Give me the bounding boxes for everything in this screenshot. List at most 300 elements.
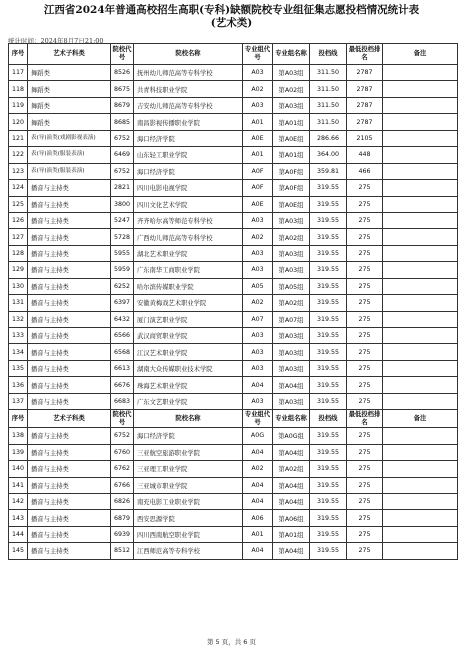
cell-school-name: 海口经济学院 xyxy=(134,130,243,146)
cell-subject: 播音与主持类 xyxy=(28,493,111,509)
cell-rank: 275 xyxy=(347,328,383,344)
cell-subject: 舞蹈类 xyxy=(28,81,111,97)
cell-subject: 播音与主持类 xyxy=(28,344,111,360)
cell-subject: 舞蹈类 xyxy=(28,97,111,113)
cell-remark xyxy=(383,114,458,130)
header-group-code: 专业组代号 xyxy=(243,44,273,65)
cell-group-name: 第A0G组 xyxy=(273,428,310,444)
cell-remark xyxy=(383,510,458,526)
cell-seq: 132 xyxy=(9,311,28,327)
cell-subject: 播音与主持类 xyxy=(28,180,111,196)
cell-seq: 117 xyxy=(9,65,28,81)
cell-group-name: 第A03组 xyxy=(273,393,310,409)
cell-remark xyxy=(383,461,458,477)
cell-group-code: A06 xyxy=(243,510,273,526)
cell-group-code: A07 xyxy=(243,311,273,327)
cell-group-code: A0F xyxy=(243,180,273,196)
cell-rank: 275 xyxy=(347,344,383,360)
cell-remark xyxy=(383,526,458,542)
cell-remark xyxy=(383,180,458,196)
cell-subject: 播音与主持类 xyxy=(28,543,111,559)
header-score: 投档线 xyxy=(310,44,347,65)
cell-school-code: 5955 xyxy=(111,245,134,261)
cell-score: 319.55 xyxy=(310,461,347,477)
cell-seq: 122 xyxy=(9,147,28,163)
table-row xyxy=(9,114,458,130)
cell-group-code: A0E xyxy=(243,196,273,212)
cell-group-code: A02 xyxy=(243,461,273,477)
header-group-name: 专业组名称 xyxy=(273,44,310,65)
cell-group-name: 第A02组 xyxy=(273,229,310,245)
table-row xyxy=(9,328,458,344)
cell-school-name: 吉安幼儿师范高等专科学校 xyxy=(134,97,243,113)
cell-school-code: 6566 xyxy=(111,328,134,344)
cell-group-code: A0G xyxy=(243,428,273,444)
cell-seq: 129 xyxy=(9,262,28,278)
cell-group-name: 第A01组 xyxy=(273,526,310,542)
cell-school-name: 湖北艺术职业学院 xyxy=(134,245,243,261)
cell-school-name: 抚州幼儿师范高等专科学校 xyxy=(134,65,243,81)
table-row xyxy=(9,97,458,113)
cell-group-name: 第A0F组 xyxy=(273,163,310,179)
cell-school-code: 6939 xyxy=(111,526,134,542)
cell-school-code: 6826 xyxy=(111,493,134,509)
cell-subject: 播音与主持类 xyxy=(28,377,111,393)
table-row xyxy=(9,477,458,493)
cell-school-name: 哈尔滨传媒职业学院 xyxy=(134,278,243,294)
cell-group-name: 第A03组 xyxy=(273,344,310,360)
cell-school-name: 山东轻工职业学院 xyxy=(134,147,243,163)
table-row xyxy=(9,444,458,460)
cell-remark xyxy=(383,377,458,393)
cell-score: 319.55 xyxy=(310,510,347,526)
cell-rank: 275 xyxy=(347,360,383,376)
cell-school-name: 三亚理工职业学院 xyxy=(134,461,243,477)
cell-group-code: A03 xyxy=(243,328,273,344)
cell-school-name: 厦门演艺职业学院 xyxy=(134,311,243,327)
cell-group-name: 第A06组 xyxy=(273,510,310,526)
cell-group-code: A04 xyxy=(243,543,273,559)
header-school-name: 院校名称 xyxy=(134,410,243,428)
cell-group-name: 第A0E组 xyxy=(273,130,310,146)
cell-subject: 表(导)演类(服装表演) xyxy=(28,147,111,163)
cell-school-code: 6676 xyxy=(111,377,134,393)
cell-score: 311.50 xyxy=(310,81,347,97)
cell-rank: 275 xyxy=(347,477,383,493)
cell-seq: 134 xyxy=(9,344,28,360)
cell-rank: 2105 xyxy=(347,130,383,146)
cell-group-code: A01 xyxy=(243,147,273,163)
cell-seq: 126 xyxy=(9,212,28,228)
cell-score: 319.55 xyxy=(310,311,347,327)
cell-rank: 466 xyxy=(347,163,383,179)
cell-group-name: 第A01组 xyxy=(273,114,310,130)
cell-rank: 275 xyxy=(347,543,383,559)
title-line2: (艺术类) xyxy=(210,17,253,29)
header-school-code: 院校代号 xyxy=(111,44,134,65)
cell-group-name: 第A02组 xyxy=(273,461,310,477)
cell-seq: 125 xyxy=(9,196,28,212)
cell-group-code: A0F xyxy=(243,163,273,179)
cell-subject: 播音与主持类 xyxy=(28,328,111,344)
table-row xyxy=(9,311,458,327)
cell-group-name: 第A04组 xyxy=(273,477,310,493)
cell-subject: 播音与主持类 xyxy=(28,229,111,245)
header-score: 投档线 xyxy=(310,410,347,428)
cell-group-code: A03 xyxy=(243,212,273,228)
cell-group-code: A03 xyxy=(243,245,273,261)
cell-score: 319.55 xyxy=(310,477,347,493)
cell-seq: 124 xyxy=(9,180,28,196)
table-row xyxy=(9,344,458,360)
cell-rank: 275 xyxy=(347,245,383,261)
cell-score: 319.55 xyxy=(310,444,347,460)
cell-school-code: 6613 xyxy=(111,360,134,376)
cell-remark xyxy=(383,328,458,344)
cell-school-code: 8685 xyxy=(111,114,134,130)
cell-school-code: 5959 xyxy=(111,262,134,278)
cell-school-code: 6752 xyxy=(111,428,134,444)
cell-remark xyxy=(383,163,458,179)
cell-remark xyxy=(383,295,458,311)
cell-score: 319.55 xyxy=(310,328,347,344)
cell-rank: 2787 xyxy=(347,81,383,97)
cell-school-name: 广东南华工商职业学院 xyxy=(134,262,243,278)
cell-rank: 2787 xyxy=(347,97,383,113)
cell-school-code: 6762 xyxy=(111,461,134,477)
cell-subject: 播音与主持类 xyxy=(28,262,111,278)
cell-school-code: 3800 xyxy=(111,196,134,212)
table-row xyxy=(9,163,458,179)
cell-school-name: 四川电影电视学院 xyxy=(134,180,243,196)
cell-seq: 130 xyxy=(9,278,28,294)
cell-score: 319.55 xyxy=(310,180,347,196)
cell-remark xyxy=(383,543,458,559)
header-row xyxy=(9,410,458,428)
cell-group-code: A05 xyxy=(243,278,273,294)
cell-seq: 137 xyxy=(9,393,28,409)
cell-rank: 275 xyxy=(347,526,383,542)
cell-score: 319.55 xyxy=(310,229,347,245)
cell-remark xyxy=(383,477,458,493)
table-row xyxy=(9,229,458,245)
header-group-code: 专业组代号 xyxy=(243,410,273,428)
stat-time: 统计时间：2024年8月7日21:00 xyxy=(8,37,104,45)
cell-rank: 275 xyxy=(347,428,383,444)
cell-school-code: 6760 xyxy=(111,444,134,460)
cell-school-code: 5728 xyxy=(111,229,134,245)
table-row xyxy=(9,245,458,261)
cell-rank: 448 xyxy=(347,147,383,163)
cell-rank: 2787 xyxy=(347,114,383,130)
cell-school-name: 珠海艺术职业学院 xyxy=(134,377,243,393)
cell-group-name: 第A02组 xyxy=(273,295,310,311)
cell-score: 359.81 xyxy=(310,163,347,179)
cell-score: 319.55 xyxy=(310,245,347,261)
cell-score: 319.55 xyxy=(310,212,347,228)
cell-remark xyxy=(383,97,458,113)
table-row xyxy=(9,461,458,477)
cell-school-code: 6683 xyxy=(111,393,134,409)
cell-group-name: 第A03组 xyxy=(273,212,310,228)
cell-subject: 播音与主持类 xyxy=(28,245,111,261)
cell-rank: 275 xyxy=(347,393,383,409)
cell-school-name: 武汉商贸职业学院 xyxy=(134,328,243,344)
cell-group-code: A04 xyxy=(243,444,273,460)
cell-group-code: A03 xyxy=(243,97,273,113)
cell-seq: 121 xyxy=(9,130,28,146)
cell-school-name: 齐齐哈尔高等师范专科学校 xyxy=(134,212,243,228)
cell-group-code: A04 xyxy=(243,493,273,509)
cell-remark xyxy=(383,262,458,278)
cell-score: 319.55 xyxy=(310,543,347,559)
cell-group-code: A01 xyxy=(243,114,273,130)
cell-school-name: 安徽黄梅戏艺术职业学院 xyxy=(134,295,243,311)
cell-remark xyxy=(383,360,458,376)
cell-school-name: 海口经济学院 xyxy=(134,428,243,444)
cell-remark xyxy=(383,196,458,212)
cell-group-code: A03 xyxy=(243,344,273,360)
cell-group-code: A03 xyxy=(243,393,273,409)
cell-score: 311.50 xyxy=(310,114,347,130)
cell-school-name: 四川西南航空职业学院 xyxy=(134,526,243,542)
cell-score: 319.55 xyxy=(310,526,347,542)
cell-seq: 131 xyxy=(9,295,28,311)
cell-group-code: A01 xyxy=(243,526,273,542)
header-seq: 序号 xyxy=(9,410,28,428)
page-title xyxy=(0,4,463,30)
cell-score: 319.55 xyxy=(310,393,347,409)
cell-seq: 141 xyxy=(9,477,28,493)
cell-school-code: 8526 xyxy=(111,65,134,81)
cell-score: 319.55 xyxy=(310,493,347,509)
table-row xyxy=(9,510,458,526)
table-row xyxy=(9,65,458,81)
table-row xyxy=(9,295,458,311)
cell-score: 319.55 xyxy=(310,360,347,376)
cell-school-code: 8675 xyxy=(111,81,134,97)
cell-score: 319.55 xyxy=(310,278,347,294)
cell-score: 286.66 xyxy=(310,130,347,146)
cell-school-name: 海口经济学院 xyxy=(134,163,243,179)
cell-score: 311.50 xyxy=(310,65,347,81)
header-seq: 序号 xyxy=(9,44,28,65)
cell-school-code: 8512 xyxy=(111,543,134,559)
cell-subject: 表(导)演类(服装表演) xyxy=(28,163,111,179)
cell-remark xyxy=(383,428,458,444)
cell-school-name: 南昌影视传播职业学院 xyxy=(134,114,243,130)
cell-school-code: 5247 xyxy=(111,212,134,228)
cell-score: 319.55 xyxy=(310,377,347,393)
cell-school-name: 共青科技职业学院 xyxy=(134,81,243,97)
header-subject: 艺术子科类 xyxy=(28,44,111,65)
cell-seq: 120 xyxy=(9,114,28,130)
cell-subject: 舞蹈类 xyxy=(28,114,111,130)
cell-seq: 119 xyxy=(9,97,28,113)
cell-group-code: A03 xyxy=(243,65,273,81)
page-footer: 第 5 页，共 6 页 xyxy=(206,638,257,646)
table-row xyxy=(9,493,458,509)
header-rank: 最低投档排名 xyxy=(347,44,383,65)
cell-rank: 275 xyxy=(347,278,383,294)
cell-seq: 145 xyxy=(9,543,28,559)
cell-rank: 275 xyxy=(347,377,383,393)
cell-school-name: 三亚航空旅游职业学院 xyxy=(134,444,243,460)
table-row xyxy=(9,212,458,228)
table-row xyxy=(9,543,458,559)
cell-group-name: 第A03组 xyxy=(273,65,310,81)
cell-remark xyxy=(383,212,458,228)
cell-school-code: 6568 xyxy=(111,344,134,360)
cell-school-name: 南充电影工业职业学院 xyxy=(134,493,243,509)
cell-school-name: 江西师范高等专科学校 xyxy=(134,543,243,559)
cell-group-name: 第A01组 xyxy=(273,147,310,163)
cell-seq: 139 xyxy=(9,444,28,460)
header-row xyxy=(9,44,458,65)
table-row xyxy=(9,196,458,212)
cell-rank: 275 xyxy=(347,196,383,212)
table-wrapper xyxy=(8,43,457,560)
cell-remark xyxy=(383,311,458,327)
cell-school-name: 湖南大众传媒职业技术学院 xyxy=(134,360,243,376)
cell-group-name: 第A0E组 xyxy=(273,196,310,212)
table-row xyxy=(9,180,458,196)
cell-school-code: 6432 xyxy=(111,311,134,327)
cell-school-name: 广东文艺职业学院 xyxy=(134,393,243,409)
cell-subject: 播音与主持类 xyxy=(28,444,111,460)
header-remark: 备注 xyxy=(383,410,458,428)
cell-remark xyxy=(383,493,458,509)
cell-seq: 140 xyxy=(9,461,28,477)
table-row xyxy=(9,360,458,376)
cell-group-name: 第A04组 xyxy=(273,493,310,509)
cell-seq: 128 xyxy=(9,245,28,261)
cell-school-name: 四川文化艺术学院 xyxy=(134,196,243,212)
cell-subject: 播音与主持类 xyxy=(28,278,111,294)
cell-school-code: 6252 xyxy=(111,278,134,294)
header-school-name: 院校名称 xyxy=(134,44,243,65)
cell-group-code: A0E xyxy=(243,130,273,146)
cell-score: 364.00 xyxy=(310,147,347,163)
cell-subject: 播音与主持类 xyxy=(28,196,111,212)
table-row xyxy=(9,147,458,163)
table-row xyxy=(9,377,458,393)
cell-rank: 275 xyxy=(347,229,383,245)
cell-remark xyxy=(383,81,458,97)
cell-school-code: 6752 xyxy=(111,163,134,179)
cell-group-name: 第A04组 xyxy=(273,444,310,460)
cell-seq: 136 xyxy=(9,377,28,393)
cell-rank: 275 xyxy=(347,311,383,327)
cell-subject: 表(导)演类(戏剧影视表演) xyxy=(28,130,111,146)
table-row xyxy=(9,130,458,146)
cell-school-name: 三亚城市职业学院 xyxy=(134,477,243,493)
cell-score: 319.55 xyxy=(310,295,347,311)
cell-school-code: 6397 xyxy=(111,295,134,311)
cell-seq: 127 xyxy=(9,229,28,245)
cell-subject: 播音与主持类 xyxy=(28,510,111,526)
cell-school-code: 6879 xyxy=(111,510,134,526)
cell-group-name: 第A05组 xyxy=(273,278,310,294)
cell-score: 319.55 xyxy=(310,196,347,212)
cell-seq: 138 xyxy=(9,428,28,444)
cell-remark xyxy=(383,278,458,294)
cell-seq: 123 xyxy=(9,163,28,179)
cell-score: 319.55 xyxy=(310,428,347,444)
cell-group-code: A03 xyxy=(243,262,273,278)
cell-remark xyxy=(383,444,458,460)
table-row xyxy=(9,262,458,278)
cell-group-code: A02 xyxy=(243,229,273,245)
cell-subject: 播音与主持类 xyxy=(28,477,111,493)
cell-subject: 播音与主持类 xyxy=(28,311,111,327)
cell-rank: 275 xyxy=(347,444,383,460)
cell-subject: 播音与主持类 xyxy=(28,360,111,376)
header-school-code: 院校代号 xyxy=(111,410,134,428)
cell-group-code: A02 xyxy=(243,81,273,97)
cell-rank: 2787 xyxy=(347,65,383,81)
cell-group-code: A04 xyxy=(243,477,273,493)
cell-score: 311.50 xyxy=(310,97,347,113)
cell-rank: 275 xyxy=(347,461,383,477)
cell-remark xyxy=(383,229,458,245)
title-line1: 江西省2024年普通高校招生高职(专科)缺额院校专业组征集志愿投档情况统计表 xyxy=(43,4,420,16)
cell-rank: 275 xyxy=(347,295,383,311)
cell-group-name: 第A04组 xyxy=(273,543,310,559)
table-row xyxy=(9,278,458,294)
cell-remark xyxy=(383,65,458,81)
cell-seq: 118 xyxy=(9,81,28,97)
cell-group-code: A03 xyxy=(243,360,273,376)
cell-rank: 275 xyxy=(347,510,383,526)
cell-seq: 142 xyxy=(9,493,28,509)
cell-group-name: 第A04组 xyxy=(273,377,310,393)
cell-group-name: 第A07组 xyxy=(273,311,310,327)
cell-subject: 舞蹈类 xyxy=(28,65,111,81)
cell-group-code: A04 xyxy=(243,377,273,393)
cell-rank: 275 xyxy=(347,212,383,228)
cell-score: 319.55 xyxy=(310,344,347,360)
cell-group-name: 第A03组 xyxy=(273,328,310,344)
cell-group-code: A02 xyxy=(243,295,273,311)
header-group-name: 专业组名称 xyxy=(273,410,310,428)
cell-subject: 播音与主持类 xyxy=(28,526,111,542)
cell-subject: 播音与主持类 xyxy=(28,461,111,477)
cell-group-name: 第A03组 xyxy=(273,97,310,113)
cell-seq: 135 xyxy=(9,360,28,376)
table-row xyxy=(9,428,458,444)
cell-subject: 播音与主持类 xyxy=(28,393,111,409)
cell-school-code: 8679 xyxy=(111,97,134,113)
cell-group-name: 第A03组 xyxy=(273,245,310,261)
cell-seq: 144 xyxy=(9,526,28,542)
admission-table xyxy=(8,43,458,560)
cell-rank: 275 xyxy=(347,262,383,278)
cell-remark xyxy=(383,245,458,261)
cell-school-name: 江汉艺术职业学院 xyxy=(134,344,243,360)
cell-remark xyxy=(383,130,458,146)
cell-group-name: 第A02组 xyxy=(273,81,310,97)
cell-school-code: 6752 xyxy=(111,130,134,146)
cell-subject: 播音与主持类 xyxy=(28,428,111,444)
cell-school-name: 广西幼儿师范高等专科学校 xyxy=(134,229,243,245)
table-row xyxy=(9,81,458,97)
cell-remark xyxy=(383,344,458,360)
cell-rank: 275 xyxy=(347,493,383,509)
cell-seq: 143 xyxy=(9,510,28,526)
cell-school-code: 6469 xyxy=(111,147,134,163)
cell-remark xyxy=(383,147,458,163)
